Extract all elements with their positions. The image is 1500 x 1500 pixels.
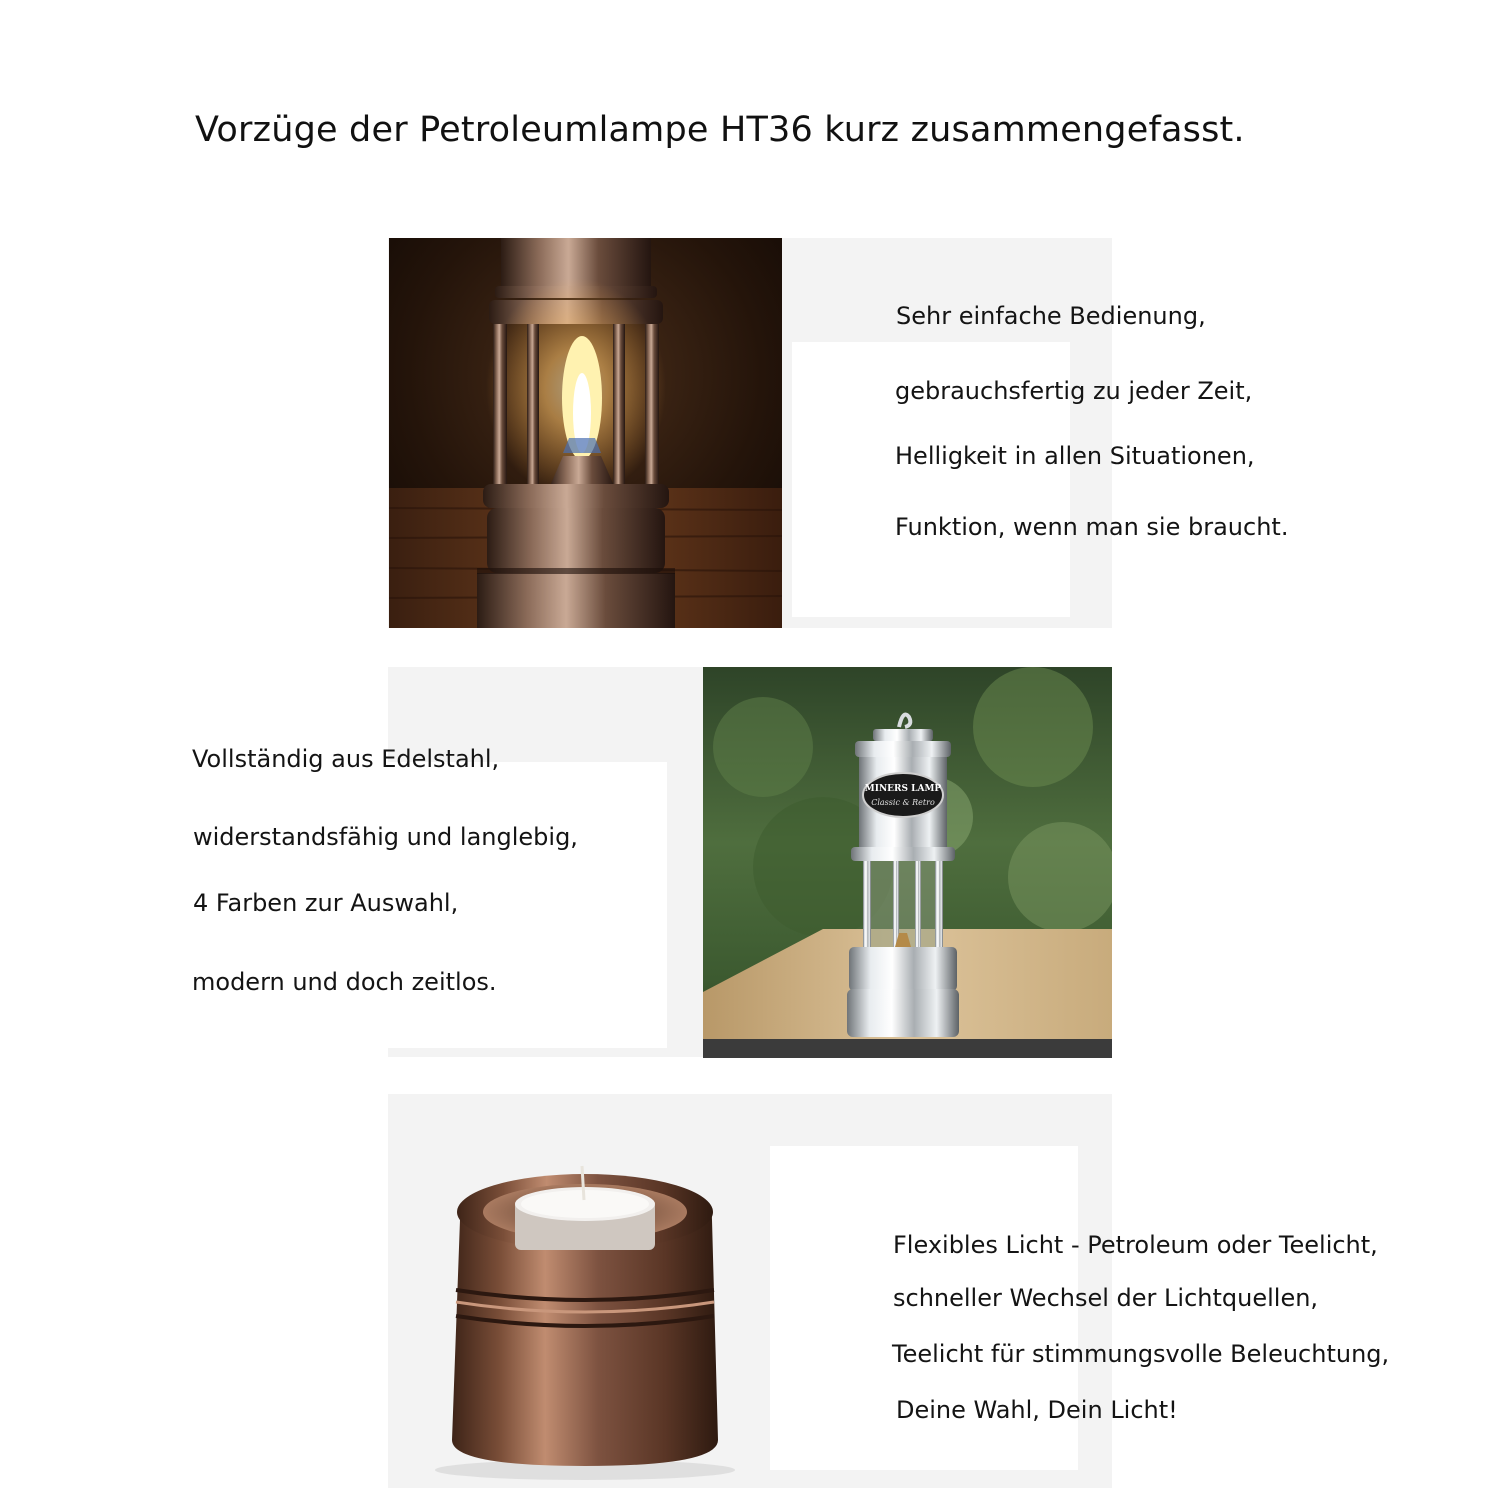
feature-line: modern und doch zeitlos. <box>192 968 497 996</box>
feature-line: Deine Wahl, Dein Licht! <box>896 1396 1178 1424</box>
page-title: Vorzüge der Petroleumlampe HT36 kurz zusammengefasst. <box>195 110 1245 150</box>
feature-line: Vollständig aus Edelstahl, <box>192 745 500 773</box>
feature-line: Helligkeit in allen Situationen, <box>895 442 1255 470</box>
miners-lamp-photo <box>703 667 1112 1058</box>
tealight-insert-photo <box>420 1150 750 1480</box>
lamp-badge-subtext: Classic & Retro <box>871 798 935 807</box>
feature-line: Funktion, wenn man sie braucht. <box>895 513 1289 541</box>
feature-line: schneller Wechsel der Lichtquellen, <box>893 1284 1319 1312</box>
lit-lantern-photo <box>389 238 782 628</box>
feature-line: Teelicht für stimmungsvolle Beleuchtung, <box>892 1340 1390 1368</box>
feature-line: Sehr einfache Bedienung, <box>896 302 1206 330</box>
feature-line: gebrauchsfertig zu jeder Zeit, <box>895 377 1253 405</box>
lamp-badge-text: MINERS LAMP <box>864 784 942 794</box>
feature-line: Flexibles Licht - Petroleum oder Teelicht, <box>893 1231 1378 1259</box>
feature-line: widerstandsfähig und langlebig, <box>193 823 578 851</box>
feature-line: 4 Farben zur Auswahl, <box>193 889 459 917</box>
